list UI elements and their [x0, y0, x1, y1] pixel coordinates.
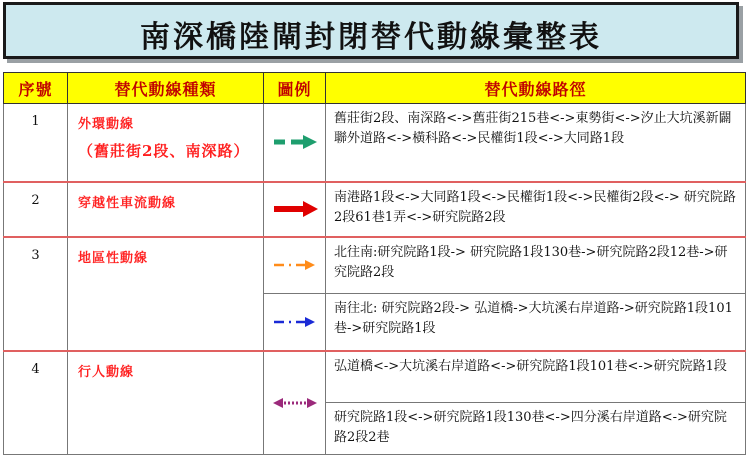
table-row: [4, 182, 746, 237]
blue-dash-arrow-icon: [271, 315, 319, 329]
row-number: 4: [4, 351, 68, 455]
route-type: [68, 182, 264, 237]
header-row: [4, 73, 746, 104]
header-no: 序號: [4, 73, 68, 104]
route-path: 弘道橋<->大坑溪右岸道路<->研究院路1段101巷<->研究院路1段: [326, 351, 746, 403]
title-banner: [3, 2, 739, 59]
route-path: 南港路1段<->大同路1段<->民權街1段<->民權街2段<-> 研究院路2段61巷1弄<->研究院路2段: [326, 182, 746, 237]
red-arrow-icon: [271, 201, 319, 217]
row-number: 1: [4, 104, 68, 182]
route-type-label: 外環動線: [78, 117, 135, 132]
table-row: [4, 351, 746, 403]
route-type-sub: （舊莊街2段、南深路）: [78, 142, 250, 160]
legend-cell: [264, 182, 326, 237]
legend-cell: [264, 294, 326, 351]
header-route: 替代動線路徑: [326, 73, 746, 104]
legend-cell: [264, 351, 326, 455]
header-type: 替代動線種類: [68, 73, 264, 104]
route-type: [68, 351, 264, 455]
route-type: [68, 104, 264, 182]
route-path: 北往南:研究院路1段-> 研究院路1段130巷->研究院路2段12巷->研究院路2段: [326, 237, 746, 294]
route-path: 舊莊街2段、南深路<->舊莊街215巷<->東勢街<->汐止大坑溪新闢聯外道路<->橫科路<->民權街1段<->大同路1段: [326, 104, 746, 182]
route-type-label: 行人動線: [78, 364, 135, 380]
row-number: 2: [4, 182, 68, 237]
legend-cell: [264, 104, 326, 182]
route-type-label: 穿越性車流動線: [78, 195, 177, 211]
legend-cell: [264, 237, 326, 294]
route-type: [68, 237, 264, 351]
orange-dash-arrow-icon: [271, 258, 319, 272]
purple-dotted-double-arrow-icon: [271, 396, 319, 410]
route-path: 南往北: 研究院路2段-> 弘道橋->大坑溪右岸道路->研究院路1段101巷->研究院路1段: [326, 294, 746, 351]
row-number: 3: [4, 237, 68, 351]
route-table: [3, 72, 746, 455]
route-type-label: 地區性動線: [78, 250, 149, 266]
green-arrow-icon: [271, 134, 319, 150]
table-row: [4, 237, 746, 294]
route-path: 研究院路1段<->研究院路1段130巷<->四分溪右岸道路<->研究院路2段2巷: [326, 403, 746, 455]
header-legend: 圖例: [264, 73, 326, 104]
page-title: 南深橋陸閘封閉替代動線彙整表: [140, 20, 602, 55]
table-row: [4, 104, 746, 182]
